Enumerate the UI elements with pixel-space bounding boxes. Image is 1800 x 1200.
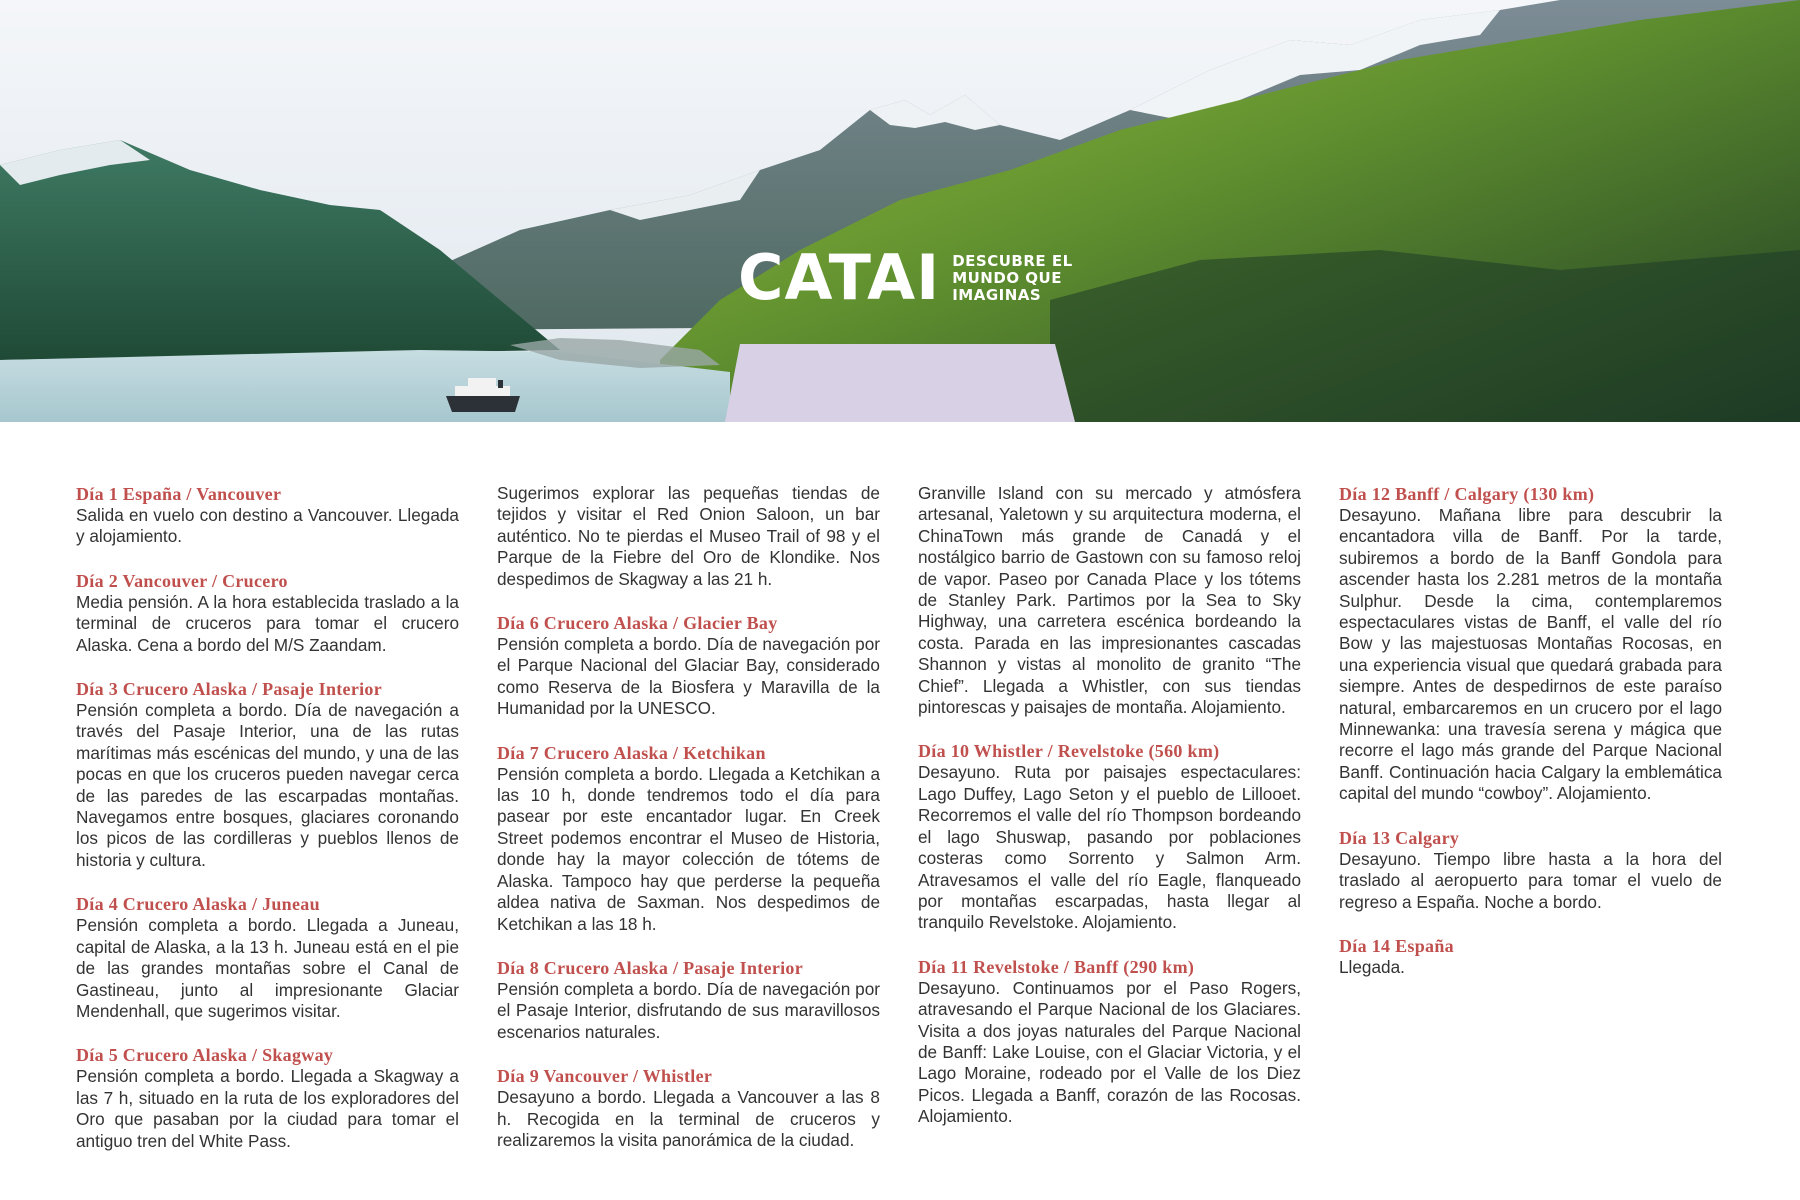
day-title: Día 14 España xyxy=(1339,935,1454,956)
day-entry xyxy=(918,740,1301,933)
day-entry xyxy=(76,678,459,871)
day-title: Día 7 Crucero Alaska / Ketchikan xyxy=(497,742,766,763)
tagline-line-3: IMAGINAS xyxy=(952,285,1042,304)
day-entry xyxy=(1339,935,1722,978)
day-description: Desayuno. Mañana libre para descubrir la encantadora villa de Banff. Por la tarde, subiremos a bordo de la Banff Gondola para ascender hasta los 2.281 metros de la montaña Sulphur. Desde la cima, contemplaremos espectaculares vistas de Banff, el valle del río Bow y las majestuosas Montañas Rocosas, en una experiencia visual que quedará grabada para siempre. Antes de despedirnos de este paraíso natural, embarcaremos en un crucero por el lago Minnewanka: una travesía serena y mágica que recorre el lago más grande del Parque Nacional Banff. Continuación hacia Calgary la emblemática capital del mundo “cowboy”. Alojamiento. xyxy=(1339,505,1722,804)
day-description: Pensión completa a bordo. Día de navegación por el Parque Nacional del Glaciar Bay, considerado como Reserva de la Biosfera y Maravilla de la Humanidad por la UNESCO. xyxy=(497,634,880,719)
day-entry xyxy=(1339,483,1722,805)
day-title: Día 5 Crucero Alaska / Skagway xyxy=(76,1045,334,1066)
day-description: Media pensión. A la hora establecida traslado a la terminal de cruceros para tomar el crucero Alaska. Cena a bordo del M/S Zaandam. xyxy=(76,591,459,655)
day-description: Desayuno. Ruta por paisajes espectaculares: Lago Duffey, Lago Seton y el pueblo de Lillooet. Recorremos el valle del río Thompson bordeando el lago Shuswap, pasando por poblaciones costeras como Sorrento y Salmon Arm. Atravesamos el valle del río Eagle, flanqueado por montañas escarpadas, hasta llegar al tranquilo Revelstoke. Alojamiento. xyxy=(918,762,1301,933)
day-title: Día 4 Crucero Alaska / Juneau xyxy=(76,894,320,915)
day-entry xyxy=(497,957,880,1043)
day-title: Día 3 Crucero Alaska / Pasaje Interior xyxy=(76,679,383,700)
day-title: Día 10 Whistler / Revelstoke (560 km) xyxy=(918,741,1220,762)
day-entry xyxy=(497,1065,880,1151)
day-description: Granville Island con su mercado y atmósfera artesanal, Yaletown y su arquitectura moderna, el ChinaTown más grande de Canadá y el nostálgico barrio de Gastown con su famoso reloj de vapor. Paseo por Canada Place y los tótems de Stanley Park. Partimos por la Sea to Sky Highway, una carretera escénica bordeando la costa. Parada en las impresionantes cascadas Shannon y vistas al monolito de granito “The Chief”. Llegada a Whistler, con sus tiendas pintorescas y paisajes de montaña. Alojamiento. xyxy=(918,483,1301,718)
day-continuation xyxy=(918,483,1301,718)
day-entry xyxy=(76,570,459,656)
day-entry xyxy=(76,893,459,1022)
day-entry xyxy=(76,1044,459,1152)
column-4 xyxy=(1339,483,1722,1173)
day-description: Pensión completa a bordo. Día de navegación por el Pasaje Interior, disfrutando de sus maravillosos escenarios naturales. xyxy=(497,978,880,1042)
day-entry xyxy=(1339,827,1722,913)
day-description: Salida en vuelo con destino a Vancouver. Llegada y alojamiento. xyxy=(76,505,459,547)
column-2 xyxy=(497,483,880,1173)
itinerary-columns xyxy=(76,483,1726,1173)
day-entry xyxy=(497,612,880,720)
day-title: Día 6 Crucero Alaska / Glacier Bay xyxy=(497,613,778,634)
day-title: Día 8 Crucero Alaska / Pasaje Interior xyxy=(497,957,804,978)
day-description: Sugerimos explorar las pequeñas tiendas de tejidos y visitar el Red Onion Saloon, un bar auténtico. No te pierdas el Museo Trail of 98 y el Parque de la Fiebre del Oro de Klondike. Nos despedimos de Skagway a las 21 h. xyxy=(497,483,880,589)
column-1 xyxy=(76,483,459,1173)
tagline-line-1: DESCUBRE EL xyxy=(952,251,1073,270)
catai-logo xyxy=(738,241,1073,314)
hero-landscape-photo xyxy=(0,0,1800,422)
day-description: Desayuno a bordo. Llegada a Vancouver a las 8 h. Recogida en la terminal de cruceros y realizaremos la visita panorámica de la ciudad. xyxy=(497,1087,880,1150)
day-continuation xyxy=(497,483,880,590)
day-entry xyxy=(918,956,1301,1128)
day-title: Día 13 Calgary xyxy=(1339,827,1460,848)
mountain-fjord-illustration xyxy=(0,0,1800,422)
column-3 xyxy=(918,483,1301,1173)
day-title: Día 12 Banff / Calgary (130 km) xyxy=(1339,484,1595,504)
day-description: Desayuno. Tiempo libre hasta a la hora del traslado al aeropuerto para tomar el vuelo de regreso a España. Noche a bordo. xyxy=(1339,848,1722,912)
day-title: Día 9 Vancouver / Whistler xyxy=(497,1066,713,1087)
day-description: Pensión completa a bordo. Llegada a Juneau, capital de Alaska, a la 13 h. Juneau está en el pie de las grandes montañas sobre el Canal de Gastineau, junto al impresionante Glaciar Mendenhall, que sugerimos visitar. xyxy=(76,915,459,1021)
day-description: Pensión completa a bordo. Llegada a Skagway a las 7 h, situado en la ruta de los exploradores del Oro que pasaban por la ciudad para tomar el antiguo tren del White Pass. xyxy=(76,1066,459,1151)
brand-name: CATAI xyxy=(738,241,941,314)
day-title: Día 11 Revelstoke / Banff (290 km) xyxy=(918,956,1195,977)
day-description: Llegada. xyxy=(1339,956,1405,977)
lavender-tab xyxy=(725,344,1075,422)
day-title: Día 2 Vancouver / Crucero xyxy=(76,570,288,591)
day-description: Pensión completa a bordo. Llegada a Ketchikan a las 10 h, donde tendremos todo el día para pasear por este encantador lugar. En Creek Street podemos encontrar el Museo de Historia, donde hay la mayor colección de tótems de Alaska. Tampoco hay que perderse la pequeña aldea nativa de Saxman. Nos despedimos de Ketchikan a las 18 h. xyxy=(497,763,880,934)
day-entry xyxy=(76,483,459,548)
day-description: Pensión completa a bordo. Día de navegación a través del Pasaje Interior, una de las rutas marítimas más escénicas del mundo, y una de las pocas en que los cruceros pueden navegar cerca de las paredes de las escarpadas montañas. Navegamos entre bosques, glaciares coronando los picos de las cordilleras y pueblos llenos de historia y cultura. xyxy=(76,700,459,870)
brand-tagline xyxy=(952,253,1072,304)
day-description: Desayuno. Continuamos por el Paso Rogers, atravesando el Parque Nacional de los Glaciares. Visita a dos joyas naturales del Parque Nacional de Banff: Lake Louise, con el Glaciar Victoria, y el Lago Moraine, rodeado por el Valle de los Diez Picos. Llegada a Banff, corazón de las Rocosas. Alojamiento. xyxy=(918,977,1301,1127)
day-entry xyxy=(497,742,880,935)
tagline-line-2: MUNDO QUE xyxy=(952,268,1062,287)
day-title: Día 1 España / Vancouver xyxy=(76,484,282,504)
